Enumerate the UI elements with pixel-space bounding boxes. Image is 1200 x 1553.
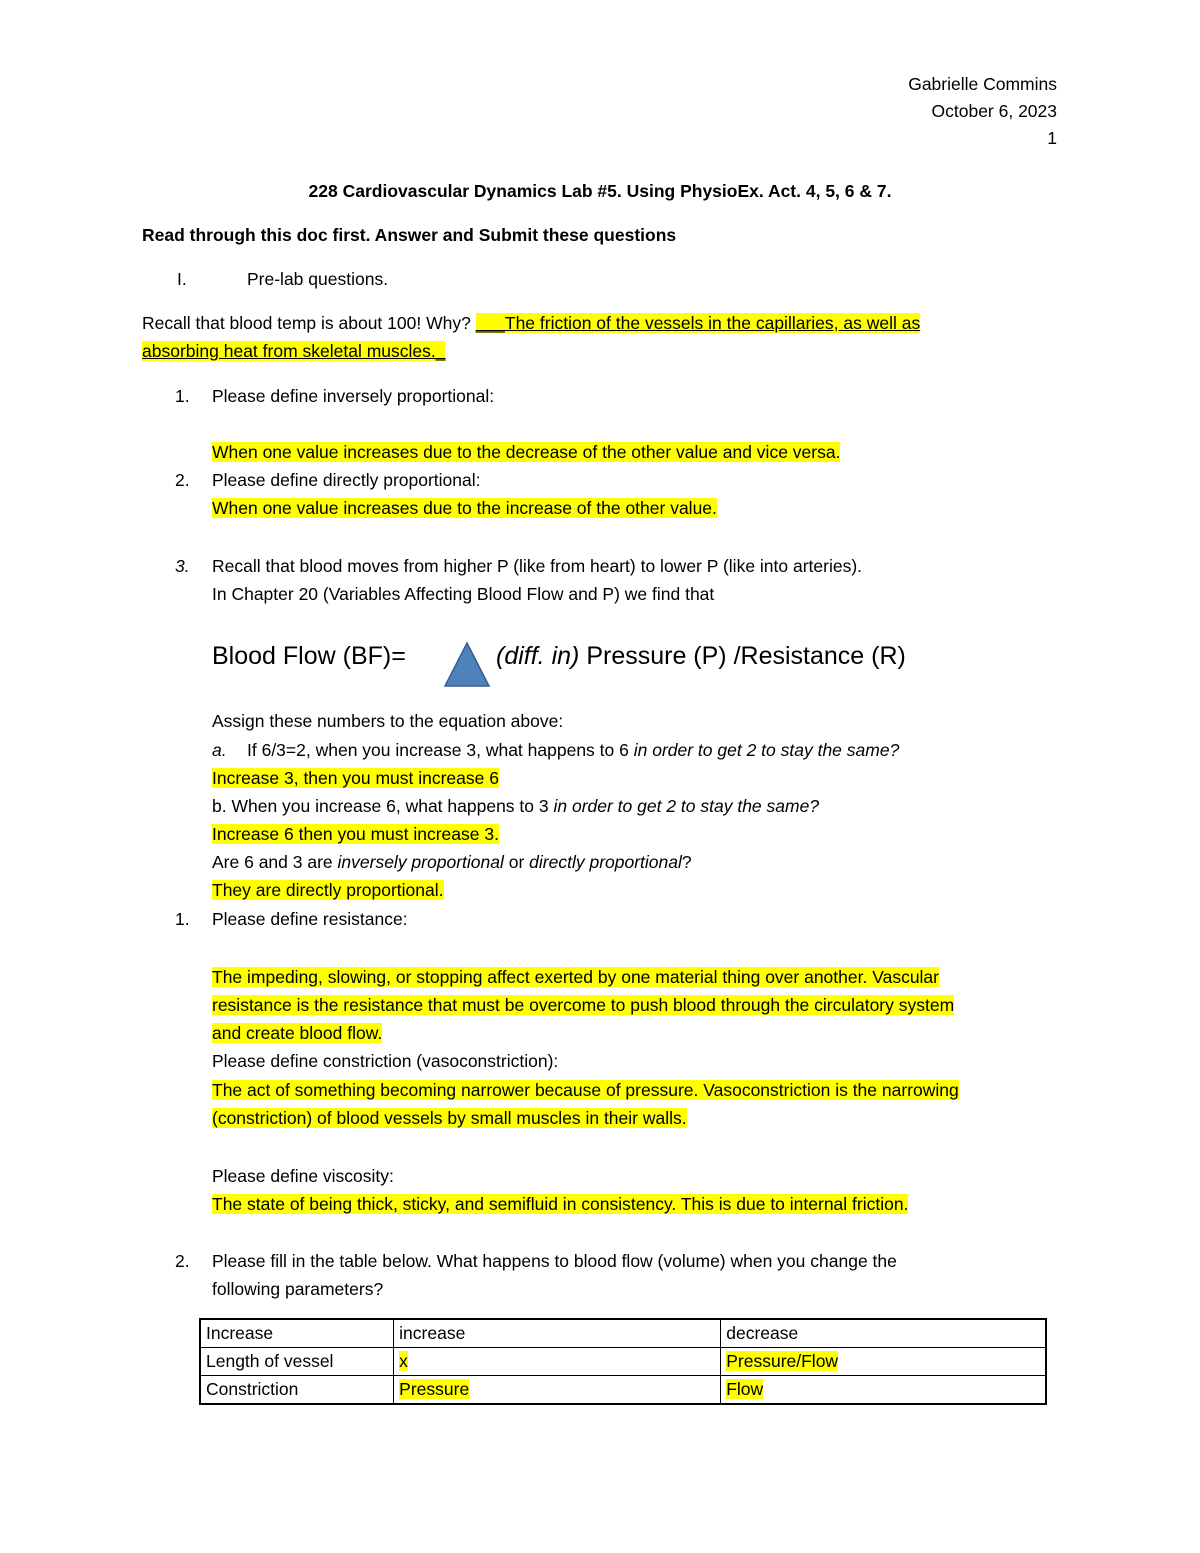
recall-answer-row2 — [142, 341, 445, 362]
document-title: 228 Cardiovascular Dynamics Lab #5. Using PhysioEx. Act. 4, 5, 6 & 7. — [308, 181, 892, 201]
q3b-text-2: in order to get 2 to stay the same? — [553, 796, 820, 816]
q3a-question — [247, 740, 899, 761]
q5-number: 2. — [175, 1251, 190, 1271]
q4-question: Please define resistance: — [212, 909, 408, 929]
q1-answer: When one value increases due to the decrease of the other value and vice versa. — [212, 442, 841, 462]
q3b-question — [212, 796, 819, 817]
section-numeral: I. — [177, 269, 187, 289]
recall-question-line — [142, 313, 920, 334]
viscosity-question: Please define viscosity: — [212, 1166, 394, 1186]
resistance-answer-line1: The impeding, slowing, or stopping affect exerted by one material thing over another. Vascular — [212, 967, 939, 987]
q3c-answer-row — [212, 880, 444, 901]
q3-assign: Assign these numbers to the equation above: — [212, 711, 564, 731]
q2-question: Please define directly proportional: — [212, 470, 481, 490]
constriction-answer-row2 — [212, 1108, 687, 1129]
q3-line1: Recall that blood moves from higher P (like from heart) to lower P (like into arteries). — [212, 556, 863, 576]
table-cell — [394, 1376, 721, 1405]
table-cell-answer: Pressure/Flow — [726, 1351, 839, 1371]
q3c-question — [212, 852, 692, 873]
q5-line2: following parameters? — [212, 1279, 384, 1299]
recall-question: Recall that blood temp is about 100! Why? — [142, 313, 471, 333]
table-cell-answer: x — [399, 1351, 408, 1371]
viscosity-answer-row — [212, 1194, 908, 1215]
q3a-answer-row — [212, 768, 499, 789]
parameters-table — [199, 1318, 1047, 1405]
constriction-answer-line2: (constriction) of blood vessels by small muscles in their walls. — [212, 1108, 687, 1128]
table-cell-answer: Flow — [726, 1379, 764, 1399]
q3a-answer: Increase 3, then you must increase 6 — [212, 768, 499, 788]
constriction-answer-line1: The act of something becoming narrower because of pressure. Vasoconstriction is the narrowing — [212, 1080, 959, 1100]
q3b-text-1: b. When you increase 6, what happens to 3 — [212, 796, 549, 816]
q4-number: 1. — [175, 909, 190, 929]
resistance-answer-row1 — [212, 967, 939, 988]
resistance-answer-row2 — [212, 995, 954, 1016]
table-cell: Increase — [200, 1319, 394, 1348]
q1-answer-row — [212, 442, 840, 463]
delta-triangle-icon — [442, 640, 492, 688]
q3c-text-3: or — [508, 852, 525, 872]
q1-number: 1. — [175, 386, 190, 406]
author-name: Gabrielle Commins — [908, 74, 1057, 94]
constriction-answer-row1 — [212, 1080, 959, 1101]
q3c-answer: They are directly proportional. — [212, 880, 444, 900]
q2-number: 2. — [175, 470, 190, 490]
table-cell-answer: Pressure — [399, 1379, 470, 1399]
q3c-text-5: ? — [681, 852, 692, 872]
table-cell — [394, 1348, 721, 1376]
formula-right-line — [496, 642, 906, 671]
page-number: 1 — [1047, 128, 1057, 148]
q5-line1: Please fill in the table below. What happens to blood flow (volume) when you change the — [212, 1251, 897, 1271]
q3a-text-1: If 6/3=2, when you increase 3, what happens to 6 — [247, 740, 629, 760]
table-cell — [721, 1376, 1046, 1405]
recall-answer-line2: absorbing heat from skeletal muscles._ — [142, 341, 446, 361]
q3a-text-2: in order to get 2 to stay the same? — [633, 740, 900, 760]
q1-question: Please define inversely proportional: — [212, 386, 495, 406]
q3b-answer: Increase 6 then you must increase 3. — [212, 824, 499, 844]
q3b-answer-row — [212, 824, 499, 845]
q3-number: 3. — [175, 556, 190, 576]
q3a-label: a. — [212, 740, 227, 760]
instructions: Read through this doc first. Answer and Submit these questions — [142, 225, 677, 245]
document-date: October 6, 2023 — [931, 101, 1057, 121]
table-row — [200, 1348, 1046, 1376]
formula-diff: (diff. in) — [496, 642, 580, 670]
q3-line2: In Chapter 20 (Variables Affecting Blood Flow and P) we find that — [212, 584, 715, 604]
table-row — [200, 1319, 1046, 1348]
table-cell: increase — [394, 1319, 721, 1348]
formula-right: Pressure (P) /Resistance (R) — [586, 642, 906, 670]
resistance-answer-line2: resistance is the resistance that must be overcome to push blood through the circulatory system — [212, 995, 955, 1015]
resistance-answer-line3: and create blood flow. — [212, 1023, 383, 1043]
q3c-text-1: Are 6 and 3 are — [212, 852, 333, 872]
table-cell: Constriction — [200, 1376, 394, 1405]
resistance-answer-row3 — [212, 1023, 382, 1044]
q2-answer: When one value increases due to the increase of the other value. — [212, 498, 717, 518]
q3c-text-4: directly proportional — [529, 852, 682, 872]
constriction-question: Please define constriction (vasoconstriction): — [212, 1051, 559, 1071]
table-cell: decrease — [721, 1319, 1046, 1348]
section-label: Pre-lab questions. — [247, 269, 389, 289]
table-row — [200, 1376, 1046, 1405]
formula-left: Blood Flow (BF)= — [212, 642, 406, 670]
table-cell: Length of vessel — [200, 1348, 394, 1376]
viscosity-answer: The state of being thick, sticky, and semifluid in consistency. This is due to internal friction. — [212, 1194, 909, 1214]
table-cell — [721, 1348, 1046, 1376]
q2-answer-row — [212, 498, 717, 519]
q3c-text-2: inversely proportional — [337, 852, 504, 872]
recall-answer-line1: ___The friction of the vessels in the capillaries, as well as — [475, 313, 921, 333]
